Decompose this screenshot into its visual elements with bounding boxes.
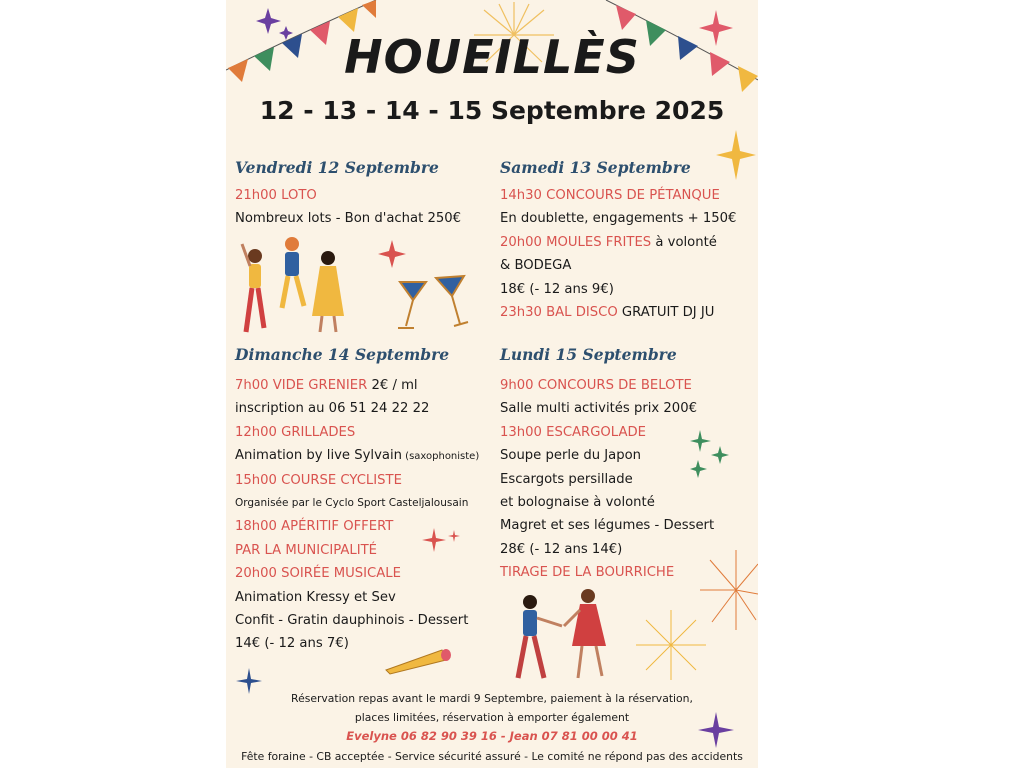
footer-reservation-line1: Réservation repas avant le mardi 9 Septembre, paiement à la réservation, <box>291 692 693 705</box>
monday-event-escargolade-detail1: Soupe perle du Japon <box>500 448 642 464</box>
saturday-event-moules-line2: & BODEGA <box>500 258 572 274</box>
event-dates: 12 - 13 - 14 - 15 Septembre 2025 <box>259 96 725 125</box>
saturday-event-moules-suffix: à volonté <box>651 234 717 250</box>
saturday-event-moules-title: 20h00 MOULES FRITES <box>500 234 652 250</box>
sparkle-star-icon <box>698 712 734 748</box>
footer-reservation-line2: places limitées, réservation à emporter également <box>354 711 630 724</box>
event-poster <box>226 0 758 768</box>
sunday-event-vide-grenier-title: 7h00 VIDE GRENIER <box>235 378 368 393</box>
firework-icon <box>636 610 706 680</box>
saturday-event-moules-price: 18€ (- 12 ans 9€) <box>500 281 614 297</box>
saturday-event-petanque-title: 14h30 CONCOURS DE PÉTANQUE <box>500 188 720 203</box>
party-horn-icon <box>386 644 456 674</box>
dancers-icon <box>240 236 350 336</box>
dancing-couple-icon <box>510 588 620 684</box>
monday-event-escargolade-detail4: Magret et ses légumes - Dessert <box>500 518 715 534</box>
monday-event-escargolade-title: 13h00 ESCARGOLADE <box>500 424 646 440</box>
sparkle-star-icon <box>690 430 730 478</box>
sunday-event-grillades-note: (saxophoniste) <box>401 451 480 463</box>
friday-heading: Vendredi 12 Septembre <box>235 158 439 177</box>
sparkle-star-icon <box>378 240 406 268</box>
monday-heading: Lundi 15 Septembre <box>500 345 677 364</box>
sunday-event-cycliste-title: 15h00 COURSE CYCLISTE <box>235 472 402 488</box>
saturday-event-disco-suffix: GRATUIT DJ JU <box>617 305 715 321</box>
sparkle-star-icon <box>716 130 756 180</box>
saturday-events <box>500 184 736 324</box>
footer-info: Fête foraine - CB acceptée - Service sécurité assuré - Le comité ne répond pas des accidents <box>241 750 743 763</box>
sunday-heading: Dimanche 14 Septembre <box>235 345 450 364</box>
saturday-event-disco-title: 23h30 BAL DISCO <box>500 305 618 321</box>
sunday-event-aperitif-title-1: 18h00 APÉRITIF OFFERT <box>235 519 394 535</box>
sunday-events <box>235 374 479 656</box>
sunday-event-grillades-detail: Animation by live Sylvain <box>235 448 402 464</box>
saturday-event-petanque-detail: En doublette, engagements + 150€ <box>500 211 737 227</box>
friday-event-loto-title: 21h00 LOTO <box>235 188 317 203</box>
friday-events <box>235 184 461 231</box>
monday-events <box>500 374 714 585</box>
monday-event-escargolade-detail3: et bolognaise à volonté <box>500 495 655 511</box>
sparkle-star-icon <box>422 526 462 556</box>
sunday-event-soiree-price: 14€ (- 12 ans 7€) <box>235 636 349 652</box>
event-title: HOUEILLÈS <box>344 30 640 84</box>
sunday-event-vide-grenier-suffix: 2€ / ml <box>367 378 418 393</box>
monday-event-belote-title: 9h00 CONCOURS DE BELOTE <box>500 378 692 393</box>
sunday-event-cycliste-detail: Organisée par le Cyclo Sport Casteljalousain <box>235 497 469 510</box>
monday-event-belote-detail: Salle multi activités prix 200€ <box>500 401 697 417</box>
footer-contacts: Evelyne 06 82 90 39 16 - Jean 07 81 00 00 41 <box>346 729 638 743</box>
sunday-event-aperitif-title-2: PAR LA MUNICIPALITÉ <box>235 542 377 558</box>
sparkle-star-icon <box>236 668 262 694</box>
monday-event-escargolade-price: 28€ (- 12 ans 14€) <box>500 541 623 557</box>
cocktail-glasses-icon <box>396 272 472 332</box>
sunday-event-soiree-detail1: Animation Kressy et Sev <box>235 589 396 605</box>
sunday-event-vide-grenier-detail: inscription au 06 51 24 22 22 <box>235 401 430 417</box>
saturday-heading: Samedi 13 Septembre <box>500 158 691 177</box>
monday-event-escargolade-detail2: Escargots persillade <box>500 471 633 487</box>
sunday-event-soiree-detail2: Confit - Gratin dauphinois - Dessert <box>235 613 469 629</box>
friday-event-loto-detail: Nombreux lots - Bon d'achat 250€ <box>235 211 462 227</box>
sunday-event-soiree-title: 20h00 SOIRÉE MUSICALE <box>235 566 401 582</box>
monday-event-bourriche-title: TIRAGE DE LA BOURRICHE <box>500 565 675 581</box>
sunday-event-grillades-title: 12h00 GRILLADES <box>235 424 356 440</box>
